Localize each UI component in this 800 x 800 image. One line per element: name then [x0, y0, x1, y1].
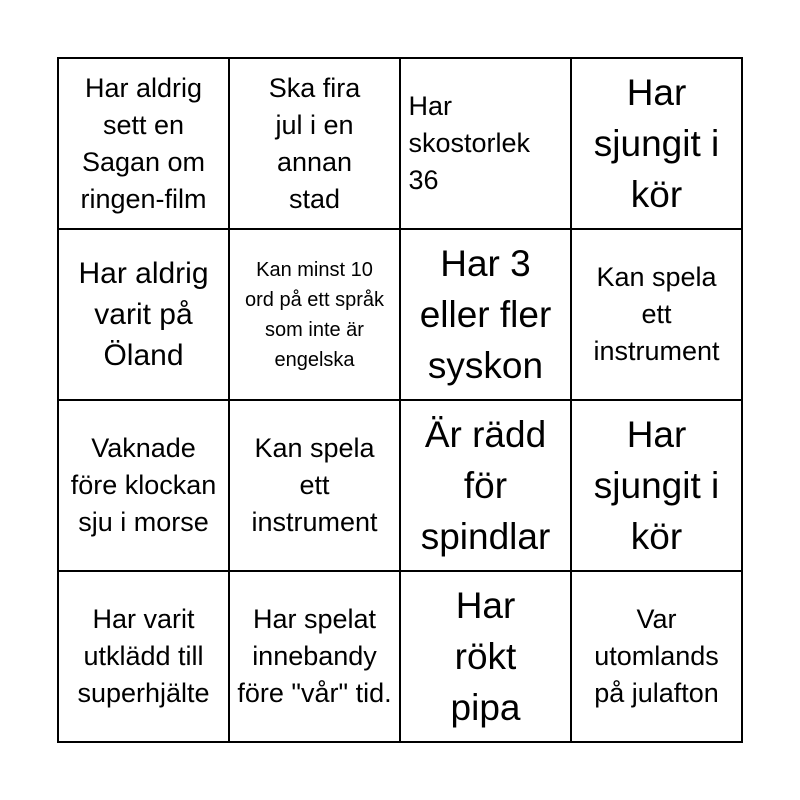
bingo-cell-r4c3[interactable] [401, 572, 572, 743]
bingo-cell-r3c1[interactable] [59, 401, 230, 572]
bingo-cell-label: Har varit utklädd till superhjälte [77, 604, 210, 708]
bingo-cell-label: Har sjungit i kör [593, 72, 720, 215]
bingo-cell-r1c4[interactable] [572, 59, 743, 230]
bingo-cell-label: Har 3 eller fler syskon [419, 243, 552, 386]
bingo-cell-r3c3[interactable] [401, 401, 572, 572]
bingo-cell-label: Var utomlands på julafton [594, 604, 719, 708]
bingo-cell-label: Har rökt pipa [450, 585, 521, 728]
bingo-cell-r2c3[interactable] [401, 230, 572, 401]
bingo-cell-r3c4[interactable] [572, 401, 743, 572]
bingo-cell-r4c1[interactable] [59, 572, 230, 743]
bingo-cell-label: Har skostorlek 36 [408, 91, 531, 195]
bingo-cell-label: Kan spela ett instrument [593, 262, 720, 366]
bingo-cell-r4c2[interactable] [230, 572, 401, 743]
bingo-cell-r3c2[interactable] [230, 401, 401, 572]
bingo-cell-r2c4[interactable] [572, 230, 743, 401]
bingo-cell-r1c3[interactable] [401, 59, 572, 230]
bingo-cell-label: Har sjungit i kör [593, 414, 720, 557]
bingo-cell-label: Har aldrig varit på Öland [78, 257, 209, 372]
bingo-board [57, 57, 743, 743]
bingo-cell-label: Vaknade före klockan sju i morse [70, 433, 217, 537]
bingo-cell-label: Ska fira jul i en annan stad [268, 72, 361, 214]
bingo-cell-r1c1[interactable] [59, 59, 230, 230]
bingo-cell-label: Har aldrig sett en Sagan om ringen-film [80, 72, 207, 214]
bingo-cell-label: Är rädd för spindlar [420, 414, 551, 557]
bingo-cell-r2c2[interactable] [230, 230, 401, 401]
bingo-cell-r4c4[interactable] [572, 572, 743, 743]
bingo-cell-label: Kan minst 10 ord på ett språk som inte är engelska [245, 258, 384, 371]
bingo-cell-r1c2[interactable] [230, 59, 401, 230]
bingo-cell-r2c1[interactable] [59, 230, 230, 401]
bingo-cell-label: Kan spela ett instrument [251, 433, 378, 537]
bingo-cell-label: Har spelat innebandy före "vår" tid. [237, 604, 392, 708]
